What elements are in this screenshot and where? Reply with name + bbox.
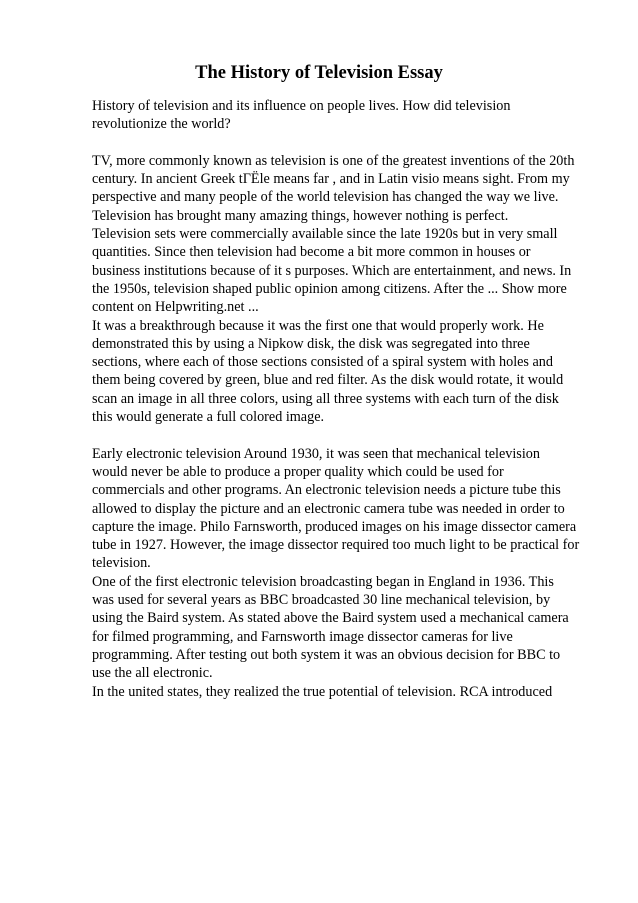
text-line: commercials and other programs. An electronic television needs a picture tube this xyxy=(92,482,561,499)
text-line: allowed to display the picture and an electronic camera tube was needed in order to xyxy=(92,500,565,517)
text-line: content on Helpwriting.net ... xyxy=(92,299,259,316)
text-line: using the Baird system. As stated above the Baird system used a mechanical camera xyxy=(92,610,569,627)
paragraph xyxy=(92,97,602,134)
text-line: perspective and many people of the world television has changed the way we live. xyxy=(92,189,559,206)
text-line: scan an image in all three colors, using all three systems with each turn of the disk xyxy=(92,390,559,407)
text-line: was used for several years as BBC broadcasted 30 line mechanical television, by xyxy=(92,592,551,609)
paragraph-gap xyxy=(92,134,602,152)
text-line: TV, more commonly known as television is one of the greatest inventions of the 20th xyxy=(92,152,575,169)
text-line: business institutions because of it s purposes. Which are entertainment, and news. In xyxy=(92,262,572,279)
paragraph xyxy=(92,683,602,701)
text-line: One of the first electronic television broadcasting began in England in 1936. This xyxy=(92,573,554,590)
text-line: quantities. Since then television had become a bit more common in houses or xyxy=(92,244,531,261)
paragraph xyxy=(92,317,602,427)
text-line: this would generate a full colored image. xyxy=(92,409,325,426)
text-line: tube in 1927. However, the image dissector required too much light to be practical for xyxy=(92,537,580,554)
paragraph-gap xyxy=(92,426,602,444)
essay-body xyxy=(92,97,602,701)
text-line: for filmed programming, and Farnsworth image dissector cameras for live xyxy=(92,628,513,645)
text-line: the 1950s, television shaped public opinion among citizens. After the ... Show more xyxy=(92,280,567,297)
paragraph xyxy=(92,152,602,317)
text-line: History of television and its influence on people lives. How did television xyxy=(92,98,511,114)
text-line: programming. After testing out both system it was an obvious decision for BBC to xyxy=(92,646,561,663)
text-line: capture the image. Philo Farnsworth, produced images on his image dissector camera xyxy=(92,518,577,535)
text-line: use the all electronic. xyxy=(92,665,213,682)
paragraph xyxy=(92,445,602,573)
text-line: demonstrated this by using a Nipkow disk, the disk was segregated into three xyxy=(92,335,530,352)
essay-title: The History of Television Essay xyxy=(195,63,443,83)
paragraph xyxy=(92,573,602,683)
text-line: them being covered by green, blue and red filter. As the disk would rotate, it would xyxy=(92,372,564,389)
text-line: Television has brought many amazing things, however nothing is perfect. xyxy=(92,207,509,224)
text-line: It was a breakthrough because it was the first one that would properly work. He xyxy=(92,317,544,334)
text-line: Early electronic television Around 1930, it was seen that mechanical television xyxy=(92,445,540,462)
text-line: Television sets were commercially available since the late 1920s but in very small xyxy=(92,226,558,243)
text-line: would never be able to produce a proper quality which could be used for xyxy=(92,463,504,480)
text-line: sections, where each of those sections consisted of a spiral system with holes and xyxy=(92,354,553,371)
text-line: revolutionize the world? xyxy=(92,116,231,133)
text-line: century. In ancient Greek tГËle means far , and in Latin visio means sight. From my xyxy=(92,171,570,188)
text-line: In the united states, they realized the true potential of television. RCA introduced xyxy=(92,683,553,700)
text-line: television. xyxy=(92,555,151,572)
